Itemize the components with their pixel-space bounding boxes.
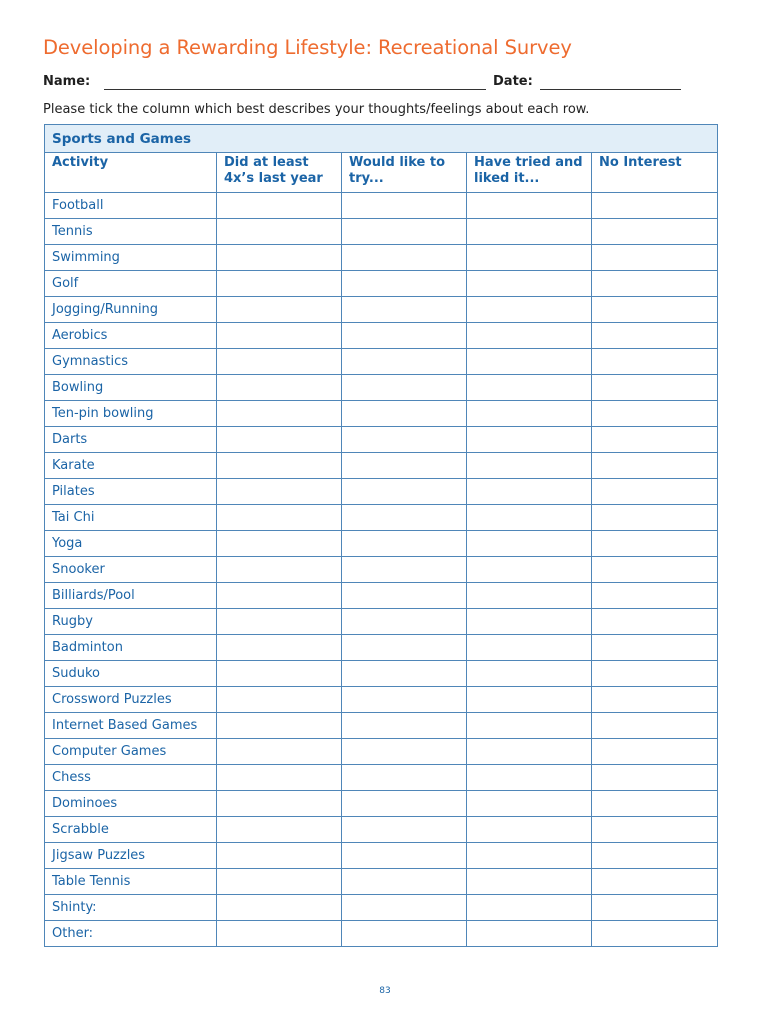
tick-tried-and-liked-cell[interactable] [467,479,592,505]
activity-label: Karate [45,453,217,479]
tick-tried-and-liked-cell[interactable] [467,661,592,687]
activity-label: Yoga [45,531,217,557]
tick-tried-and-liked-cell[interactable] [467,765,592,791]
table-row [45,765,718,791]
tick-no-interest-cell[interactable] [592,427,718,453]
column-header-would-like-to-try: Would like to try... [342,153,467,193]
table-row [45,921,718,947]
tick-no-interest-cell[interactable] [592,765,718,791]
activity-label: Badminton [45,635,217,661]
activity-label: Suduko [45,661,217,687]
table-row [45,193,718,219]
tick-would-like-to-try-cell[interactable] [342,557,467,583]
table-row [45,791,718,817]
column-header-activity: Activity [45,153,217,193]
activity-label: Ten-pin bowling [45,401,217,427]
tick-tried-and-liked-cell[interactable] [467,895,592,921]
tick-no-interest-cell[interactable] [592,635,718,661]
tick-would-like-to-try-cell[interactable] [342,687,467,713]
tick-no-interest-cell[interactable] [592,245,718,271]
tick-tried-and-liked-cell[interactable] [467,453,592,479]
activity-label: Tai Chi [45,505,217,531]
tick-tried-and-liked-cell[interactable] [467,791,592,817]
tick-no-interest-cell[interactable] [592,297,718,323]
table-row [45,323,718,349]
tick-did-4x-cell[interactable] [217,765,342,791]
date-field-line[interactable] [540,89,681,90]
activity-label: Swimming [45,245,217,271]
tick-did-4x-cell[interactable] [217,375,342,401]
tick-tried-and-liked-cell[interactable] [467,349,592,375]
tick-did-4x-cell[interactable] [217,297,342,323]
table-row [45,271,718,297]
activity-label: Snooker [45,557,217,583]
table-row [45,479,718,505]
tick-no-interest-cell[interactable] [592,323,718,349]
tick-tried-and-liked-cell[interactable] [467,583,592,609]
table-row [45,557,718,583]
tick-tried-and-liked-cell[interactable] [467,713,592,739]
tick-no-interest-cell[interactable] [592,271,718,297]
tick-did-4x-cell[interactable] [217,349,342,375]
tick-no-interest-cell[interactable] [592,219,718,245]
tick-would-like-to-try-cell[interactable] [342,323,467,349]
name-label: Name: [43,74,91,89]
instruction-text: Please tick the column which best describes your thoughts/feelings about each row. [43,102,590,117]
tick-tried-and-liked-cell[interactable] [467,817,592,843]
activity-label: Crossword Puzzles [45,687,217,713]
tick-would-like-to-try-cell[interactable] [342,375,467,401]
tick-tried-and-liked-cell[interactable] [467,245,592,271]
activity-label: Billiards/Pool [45,583,217,609]
tick-would-like-to-try-cell[interactable] [342,765,467,791]
tick-tried-and-liked-cell[interactable] [467,323,592,349]
tick-no-interest-cell[interactable] [592,843,718,869]
tick-no-interest-cell[interactable] [592,401,718,427]
activity-label: Internet Based Games [45,713,217,739]
table-row [45,297,718,323]
table-row [45,687,718,713]
table-row [45,453,718,479]
tick-would-like-to-try-cell[interactable] [342,713,467,739]
tick-would-like-to-try-cell[interactable] [342,895,467,921]
tick-no-interest-cell[interactable] [592,531,718,557]
table-row [45,635,718,661]
activity-label: Jogging/Running [45,297,217,323]
column-header-no-interest: No Interest [592,153,718,193]
tick-no-interest-cell[interactable] [592,193,718,219]
activity-label: Tennis [45,219,217,245]
tick-did-4x-cell[interactable] [217,921,342,947]
activity-label: Scrabble [45,817,217,843]
tick-tried-and-liked-cell[interactable] [467,869,592,895]
tick-would-like-to-try-cell[interactable] [342,843,467,869]
tick-did-4x-cell[interactable] [217,557,342,583]
tick-tried-and-liked-cell[interactable] [467,427,592,453]
tick-tried-and-liked-cell[interactable] [467,843,592,869]
table-row [45,349,718,375]
tick-would-like-to-try-cell[interactable] [342,427,467,453]
tick-did-4x-cell[interactable] [217,869,342,895]
tick-would-like-to-try-cell[interactable] [342,531,467,557]
sports-games-table [44,124,718,947]
tick-would-like-to-try-cell[interactable] [342,505,467,531]
tick-no-interest-cell[interactable] [592,453,718,479]
column-header-tried-and-liked: Have tried and liked it... [467,153,592,193]
table-row [45,531,718,557]
tick-no-interest-cell[interactable] [592,583,718,609]
table-row [45,583,718,609]
activity-label: Shinty: [45,895,217,921]
activity-label: Rugby [45,609,217,635]
tick-did-4x-cell[interactable] [217,895,342,921]
tick-would-like-to-try-cell[interactable] [342,479,467,505]
name-field-line[interactable] [104,89,486,90]
activity-label: Football [45,193,217,219]
tick-would-like-to-try-cell[interactable] [342,193,467,219]
tick-no-interest-cell[interactable] [592,895,718,921]
tick-would-like-to-try-cell[interactable] [342,245,467,271]
table-row [45,869,718,895]
tick-did-4x-cell[interactable] [217,739,342,765]
tick-tried-and-liked-cell[interactable] [467,505,592,531]
tick-tried-and-liked-cell[interactable] [467,635,592,661]
table-row [45,739,718,765]
tick-tried-and-liked-cell[interactable] [467,193,592,219]
tick-would-like-to-try-cell[interactable] [342,219,467,245]
tick-did-4x-cell[interactable] [217,193,342,219]
tick-tried-and-liked-cell[interactable] [467,921,592,947]
table-row [45,609,718,635]
tick-did-4x-cell[interactable] [217,817,342,843]
section-header-row [45,125,718,153]
tick-tried-and-liked-cell[interactable] [467,687,592,713]
tick-did-4x-cell[interactable] [217,453,342,479]
tick-no-interest-cell[interactable] [592,739,718,765]
tick-tried-and-liked-cell[interactable] [467,557,592,583]
tick-tried-and-liked-cell[interactable] [467,375,592,401]
tick-tried-and-liked-cell[interactable] [467,401,592,427]
tick-did-4x-cell[interactable] [217,271,342,297]
tick-would-like-to-try-cell[interactable] [342,609,467,635]
section-title: Sports and Games [45,125,718,153]
tick-did-4x-cell[interactable] [217,323,342,349]
table-row [45,661,718,687]
tick-did-4x-cell[interactable] [217,791,342,817]
date-label: Date: [493,74,533,89]
tick-would-like-to-try-cell[interactable] [342,635,467,661]
tick-did-4x-cell[interactable] [217,505,342,531]
activity-label: Dominoes [45,791,217,817]
tick-did-4x-cell[interactable] [217,661,342,687]
tick-did-4x-cell[interactable] [217,713,342,739]
activity-label: Gymnastics [45,349,217,375]
name-date-row [43,74,683,92]
tick-no-interest-cell[interactable] [592,349,718,375]
tick-tried-and-liked-cell[interactable] [467,609,592,635]
activity-label: Darts [45,427,217,453]
tick-tried-and-liked-cell[interactable] [467,219,592,245]
tick-no-interest-cell[interactable] [592,921,718,947]
activity-label: Jigsaw Puzzles [45,843,217,869]
table-row [45,817,718,843]
table-row [45,375,718,401]
table-row [45,713,718,739]
activity-label: Other: [45,921,217,947]
tick-no-interest-cell[interactable] [592,479,718,505]
tick-would-like-to-try-cell[interactable] [342,583,467,609]
tick-no-interest-cell[interactable] [592,713,718,739]
table-row [45,427,718,453]
tick-would-like-to-try-cell[interactable] [342,401,467,427]
column-header-row [45,153,718,193]
tick-did-4x-cell[interactable] [217,583,342,609]
tick-no-interest-cell[interactable] [592,687,718,713]
page-number: 83 [379,986,391,996]
tick-did-4x-cell[interactable] [217,219,342,245]
tick-tried-and-liked-cell[interactable] [467,531,592,557]
table-row [45,219,718,245]
tick-no-interest-cell[interactable] [592,505,718,531]
tick-did-4x-cell[interactable] [217,635,342,661]
activity-label: Table Tennis [45,869,217,895]
tick-no-interest-cell[interactable] [592,609,718,635]
tick-would-like-to-try-cell[interactable] [342,869,467,895]
activity-label: Aerobics [45,323,217,349]
tick-did-4x-cell[interactable] [217,401,342,427]
table-row [45,245,718,271]
tick-no-interest-cell[interactable] [592,869,718,895]
tick-would-like-to-try-cell[interactable] [342,297,467,323]
activity-label: Golf [45,271,217,297]
page-title: Developing a Rewarding Lifestyle: Recreational Survey [43,36,572,59]
activity-label: Chess [45,765,217,791]
tick-would-like-to-try-cell[interactable] [342,349,467,375]
tick-would-like-to-try-cell[interactable] [342,817,467,843]
tick-did-4x-cell[interactable] [217,531,342,557]
tick-would-like-to-try-cell[interactable] [342,271,467,297]
table-row [45,505,718,531]
tick-did-4x-cell[interactable] [217,245,342,271]
tick-did-4x-cell[interactable] [217,427,342,453]
tick-no-interest-cell[interactable] [592,557,718,583]
tick-would-like-to-try-cell[interactable] [342,791,467,817]
tick-no-interest-cell[interactable] [592,661,718,687]
tick-no-interest-cell[interactable] [592,375,718,401]
table-row [45,401,718,427]
tick-would-like-to-try-cell[interactable] [342,921,467,947]
tick-tried-and-liked-cell[interactable] [467,739,592,765]
tick-did-4x-cell[interactable] [217,843,342,869]
tick-would-like-to-try-cell[interactable] [342,739,467,765]
activity-label: Computer Games [45,739,217,765]
activity-label: Bowling [45,375,217,401]
tick-would-like-to-try-cell[interactable] [342,453,467,479]
tick-would-like-to-try-cell[interactable] [342,661,467,687]
tick-no-interest-cell[interactable] [592,817,718,843]
column-header-did-4x-last-year: Did at least 4x’s last year [217,153,342,193]
table-row [45,895,718,921]
tick-tried-and-liked-cell[interactable] [467,271,592,297]
tick-tried-and-liked-cell[interactable] [467,297,592,323]
tick-did-4x-cell[interactable] [217,687,342,713]
tick-did-4x-cell[interactable] [217,479,342,505]
table-row [45,843,718,869]
activity-label: Pilates [45,479,217,505]
tick-did-4x-cell[interactable] [217,609,342,635]
tick-no-interest-cell[interactable] [592,791,718,817]
